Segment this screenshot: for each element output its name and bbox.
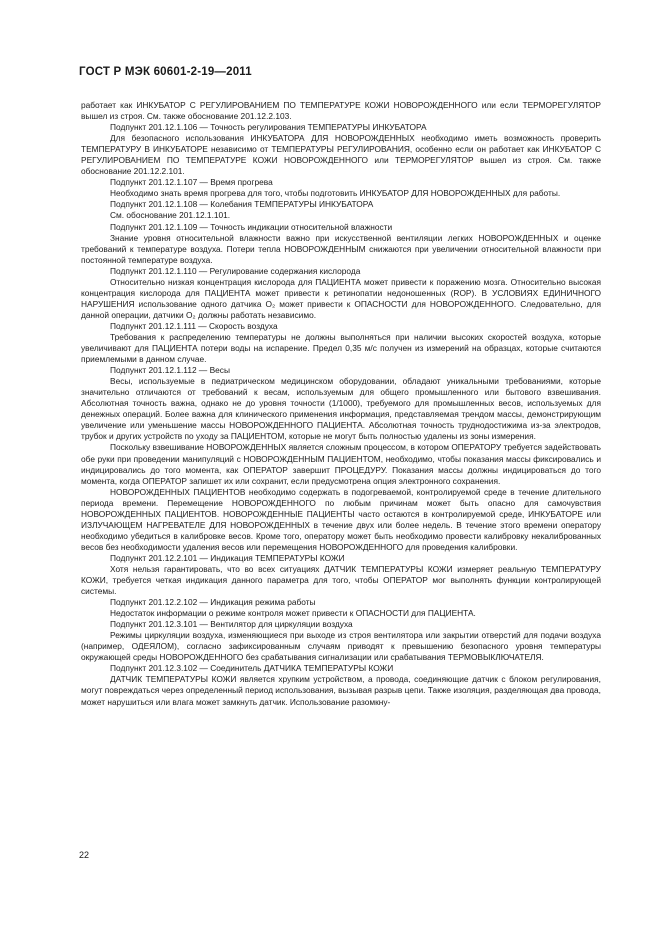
- paragraph: Подпункт 201.12.3.102 — Соединитель ДАТЧИКА ТЕМПЕРАТУРЫ КОЖИ: [110, 663, 394, 674]
- paragraph: Недостаток информации о режиме контроля может привести к ОПАСНОСТИ для ПАЦИЕНТА.: [110, 608, 476, 619]
- paragraph: ДАТЧИК ТЕМПЕРАТУРЫ КОЖИ является хрупким устройством, а провода, соединяющие датчик с блоком регулирования, могут повреждаться через определенный период использования, вызывая разрыв цепи. Также изоляция, разделяющая два провода, может нарушиться или влага может замкнуть датчик. Использование разомкну-: [81, 674, 601, 707]
- paragraph: Подпункт 201.12.1.112 — Весы: [110, 365, 230, 376]
- paragraph: Поскольку взвешивание НОВОРОЖДЕННЫХ является сложным процессом, в котором ОПЕРАТОРУ требуется задействовать обе руки при проведении манипуляций с НОВОРОЖДЕННЫМ ПАЦИЕНТОМ, необходимо, чтобы показания массы фиксировались и индицировались до того момента, как ОПЕРАТОР завершит ПРОЦЕДУРУ. Показания массы должны индицироваться до того момента, когда ОПЕРАТОР запишет их или сохранит, если предусмотрена опция электронного сохранения.: [81, 442, 601, 486]
- paragraph: Подпункт 201.12.1.111 — Скорость воздуха: [110, 320, 278, 331]
- paragraph: Весы, используемые в педиатрическом медицинском оборудовании, обладают уникальными требованиями, которые значительно отличаются от требований к весам, используемым для общего промышленного или бытового взвешивания. Абсолютная точность важна, однако не до уровня точности (1/1000), требуемого для промышленных весов, используемых для денежных операций. Более важна для клинического применения информация, представляемая трендом массы, демонстрирующим увеличение или уменьшение массы НОВОРОЖДЕННОГО ПАЦИЕНТА. Абсолютная точность труднодостижима из-за электродов, трубок и других устройств по уходу за ПАЦИЕНТОМ, которые не могут быть полностью удалены из зоны измерения.: [81, 376, 601, 442]
- paragraph: Знание уровня относительной влажности важно при искусственной вентиляции легких НОВОРОЖДЕННЫХ и оценке требований к температуре воздуха. Потери тепла НОВОРОЖДЕННЫМ снижаются при увеличении относительной влажности при постоянной температуре воздуха.: [81, 232, 601, 265]
- paragraph: Подпункт 201.12.3.101 — Вентилятор для циркуляции воздуха: [110, 619, 353, 630]
- document-body: [81, 100, 601, 708]
- paragraph: Подпункт 201.12.1.107 — Время прогрева: [110, 177, 273, 188]
- document-header: ГОСТ Р МЭК 60601-2-19—2011: [79, 66, 252, 78]
- paragraph: работает как ИНКУБАТОР С РЕГУЛИРОВАНИЕМ ПО ТЕМПЕРАТУРЕ КОЖИ НОВОРОЖДЕННОГО или если ТЕРМОРЕГУЛЯТОР вышел из строя. См. также обоснование 201.12.2.103.: [81, 100, 601, 122]
- page-number: 22: [79, 850, 90, 860]
- paragraph: Для безопасного использования ИНКУБАТОРА ДЛЯ НОВОРОЖДЕННЫХ необходимо иметь возможность проверить ТЕМПЕРАТУРУ В ИНКУБАТОРЕ независимо от ТЕМПЕРАТУРЫ РЕГУЛИРОВАНИЯ, особенно если он работает как ИНКУБАТОР С РЕГУЛИРОВАНИЕМ ПО ТЕМПЕРАТУРЕ КОЖИ НОВОРОЖДЕННОГО или ТЕРМОРЕГУЛЯТОР вышел из строя. См. также обоснование 201.12.2.101.: [81, 133, 601, 177]
- paragraph: Режимы циркуляции воздуха, изменяющиеся при выходе из строя вентилятора или закрытии отверстий для подачи воздуха (например, ОДЕЯЛОМ), согласно зафиксированным случаям приводят к превышению безопасного уровня температуры окружающей среды НОВОРОЖДЕННОГО без срабатывания сигнализации или срабатывания ТЕРМОВЫКЛЮЧАТЕЛЯ.: [81, 630, 601, 663]
- paragraph: НОВОРОЖДЕННЫХ ПАЦИЕНТОВ необходимо содержать в подогреваемой, контролируемой среде в течение длительного периода времени. Перемещение НОВОРОЖДЕННОГО по любым причинам может быть опасно для самочувствия НОВОРОЖДЕННЫХ ПАЦИЕНТОВ. НОВОРОЖДЕННЫЕ ПАЦИЕНТЫ часто остаются в контролируемой среде, ИНКУБАТОРЕ или ИЗЛУЧАЮЩЕМ НАГРЕВАТЕЛЕ ДЛЯ НОВОРОЖДЕННЫХ в течение двух или более недель. В течение этого времени оператору необходимо убедиться в калибровке весов. Кроме того, оператору может быть необходимо провести калибровку некалиброванных весов без необходимости удаления весов или перемещения НОВОРОЖДЕННОГО для проведения калибровки.: [81, 486, 601, 552]
- paragraph: Требования к распределению температуры не должны выполняться при наличии высоких скоростей воздуха, которые увеличивают для ПАЦИЕНТА потери воды на испарение. Предел 0,35 м/с получен из измерений на образцах, которые считаются приемлемыми в данном случае.: [81, 331, 601, 365]
- paragraph: Подпункт 201.12.1.106 — Точность регулирования ТЕМПЕРАТУРЫ ИНКУБАТОРА: [110, 122, 427, 133]
- paragraph: Необходимо знать время прогрева для того, чтобы подготовить ИНКУБАТОР ДЛЯ НОВОРОЖДЕННЫХ для работы.: [110, 188, 561, 199]
- paragraph: См. обоснование 201.12.1.101.: [110, 210, 231, 221]
- paragraph: Подпункт 201.12.1.109 — Точность индикации относительной влажности: [110, 221, 393, 232]
- paragraph: Подпункт 201.12.1.110 — Регулирование содержания кислорода: [110, 265, 361, 276]
- paragraph: Подпункт 201.12.2.101 — Индикация ТЕМПЕРАТУРЫ КОЖИ: [110, 552, 345, 563]
- paragraph: Относительно низкая концентрация кислорода для ПАЦИЕНТА может привести к поражению мозга. Относительно высокая концентрация кислорода для ПАЦИЕНТА может привести к ретинопатии недоношенных (ROP). В УСЛОВИЯХ ЕДИНИЧНОГО НАРУШЕНИЯ использование одного датчика O₂ может привести к ОПАСНОСТИ для НОВОРОЖДЕННОГО. Следовательно, для данной операции, датчики O₂ должны работать независимо.: [81, 276, 601, 320]
- paragraph: Хотя нельзя гарантировать, что во всех ситуациях ДАТЧИК ТЕМПЕРАТУРЫ КОЖИ измеряет реальную ТЕМПЕРАТУРУ КОЖИ, требуется четкая индикация данного параметра для того, чтобы ОПЕРАТОР мог выполнять функции контролирующей системы.: [81, 563, 601, 597]
- paragraph: Подпункт 201.12.2.102 — Индикация режима работы: [110, 597, 316, 608]
- paragraph: Подпункт 201.12.1.108 — Колебания ТЕМПЕРАТУРЫ ИНКУБАТОРА: [110, 199, 374, 210]
